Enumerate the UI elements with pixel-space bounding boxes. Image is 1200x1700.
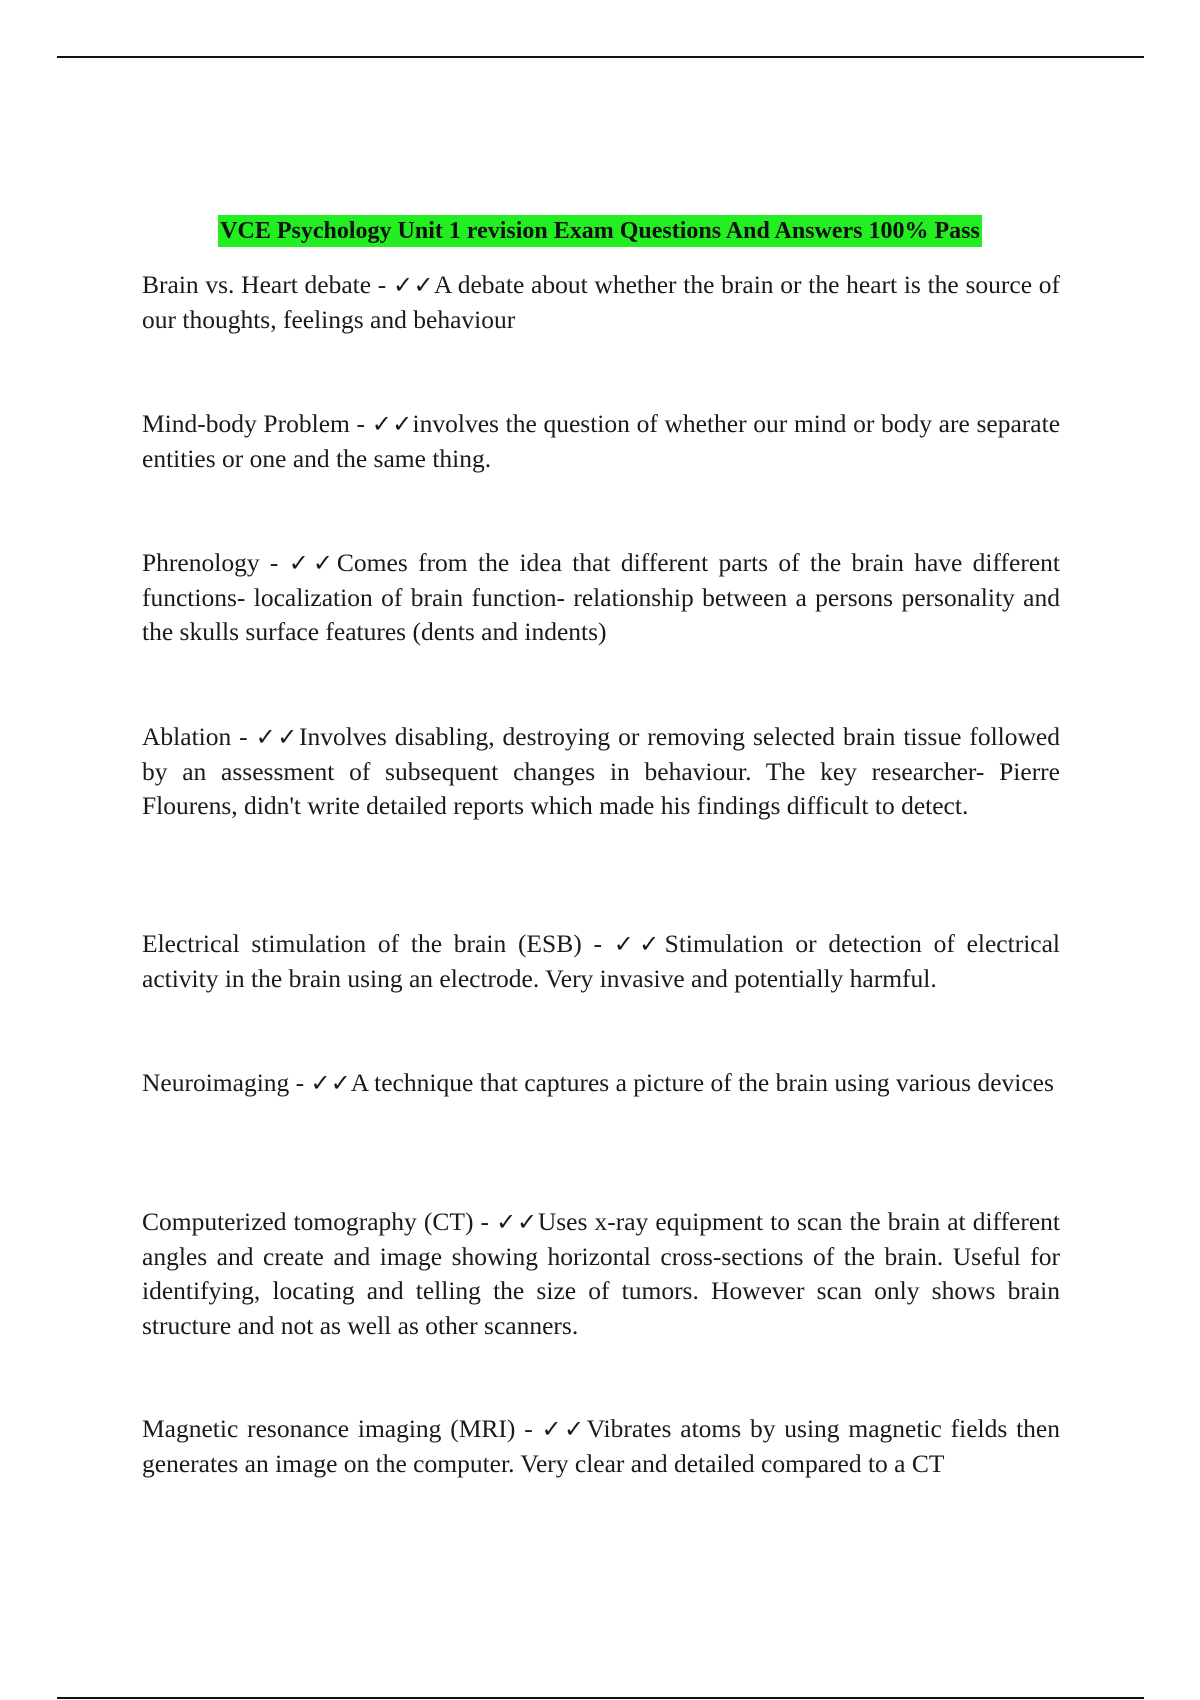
qa-entry-phrenology [142, 546, 1060, 650]
qa-entry-ablation [142, 720, 1060, 824]
entry-definition: A debate about whether the brain or the heart is the source of our thoughts, feelings and behaviour [142, 270, 1061, 334]
double-check-icon: ✓✓ [310, 1069, 351, 1097]
qa-entry-mri [142, 1412, 1060, 1481]
title-container [0, 215, 1200, 247]
document-title: VCE Psychology Unit 1 revision Exam Questions And Answers 100% Pass [218, 215, 982, 247]
entry-term: Computerized tomography (CT) - [142, 1207, 497, 1236]
double-check-icon: ✓✓ [255, 723, 299, 751]
entry-definition: Involves disabling, destroying or removing selected brain tissue followed by an assessment of subsequent changes in behaviour. The key researcher- Pierre Flourens, didn't write detailed reports which made his findings difficult to detect. [142, 722, 1060, 820]
entry-term: Brain vs. Heart debate - [142, 270, 394, 299]
entry-term: Neuroimaging - [142, 1068, 311, 1097]
double-check-icon: ✓✓ [371, 410, 413, 438]
double-check-icon: ✓✓ [288, 549, 337, 577]
entry-term: Mind-body Problem - [142, 409, 372, 438]
entry-definition: Vibrates atoms by using magnetic fields then generates an image on the computer. Very clear and detailed compared to a CT [142, 1414, 1061, 1478]
qa-entry-esb [142, 927, 1060, 996]
qa-entry-brain-heart [142, 268, 1060, 337]
entry-term: Ablation - [142, 722, 256, 751]
entry-definition: Uses x-ray equipment to scan the brain at different angles and create and image showing horizontal cross-sections of the brain. Useful for identifying, locating and telling the size of tumors. However scan only shows brain structure and not as well as other scanners. [142, 1207, 1061, 1340]
entry-definition: involves the question of whether our mind or body are separate entities or one and the same thing. [142, 409, 1061, 473]
double-check-icon: ✓✓ [541, 1415, 587, 1443]
qa-entry-mind-body [142, 407, 1060, 476]
entry-term: Electrical stimulation of the brain (ESB) - [142, 929, 614, 958]
qa-entry-neuroimaging [142, 1066, 1060, 1101]
double-check-icon: ✓✓ [496, 1208, 538, 1236]
bottom-rule [57, 1697, 1144, 1699]
qa-entry-ct [142, 1205, 1060, 1343]
entry-term: Magnetic resonance imaging (MRI) - [142, 1414, 542, 1443]
top-rule [57, 56, 1144, 58]
entry-definition: Stimulation or detection of electrical activity in the brain using an electrode. Very invasive and potentially harmful. [142, 929, 1061, 993]
double-check-icon: ✓✓ [613, 930, 665, 958]
entry-definition: A technique that captures a picture of the brain using various devices [350, 1068, 1054, 1097]
entry-term: Phrenology - [142, 548, 289, 577]
entry-definition: Comes from the idea that different parts of the brain have different functions- localization of brain function- relationship between a persons personality and the skulls surface features (dents and indents) [142, 548, 1061, 646]
double-check-icon: ✓✓ [393, 271, 434, 299]
